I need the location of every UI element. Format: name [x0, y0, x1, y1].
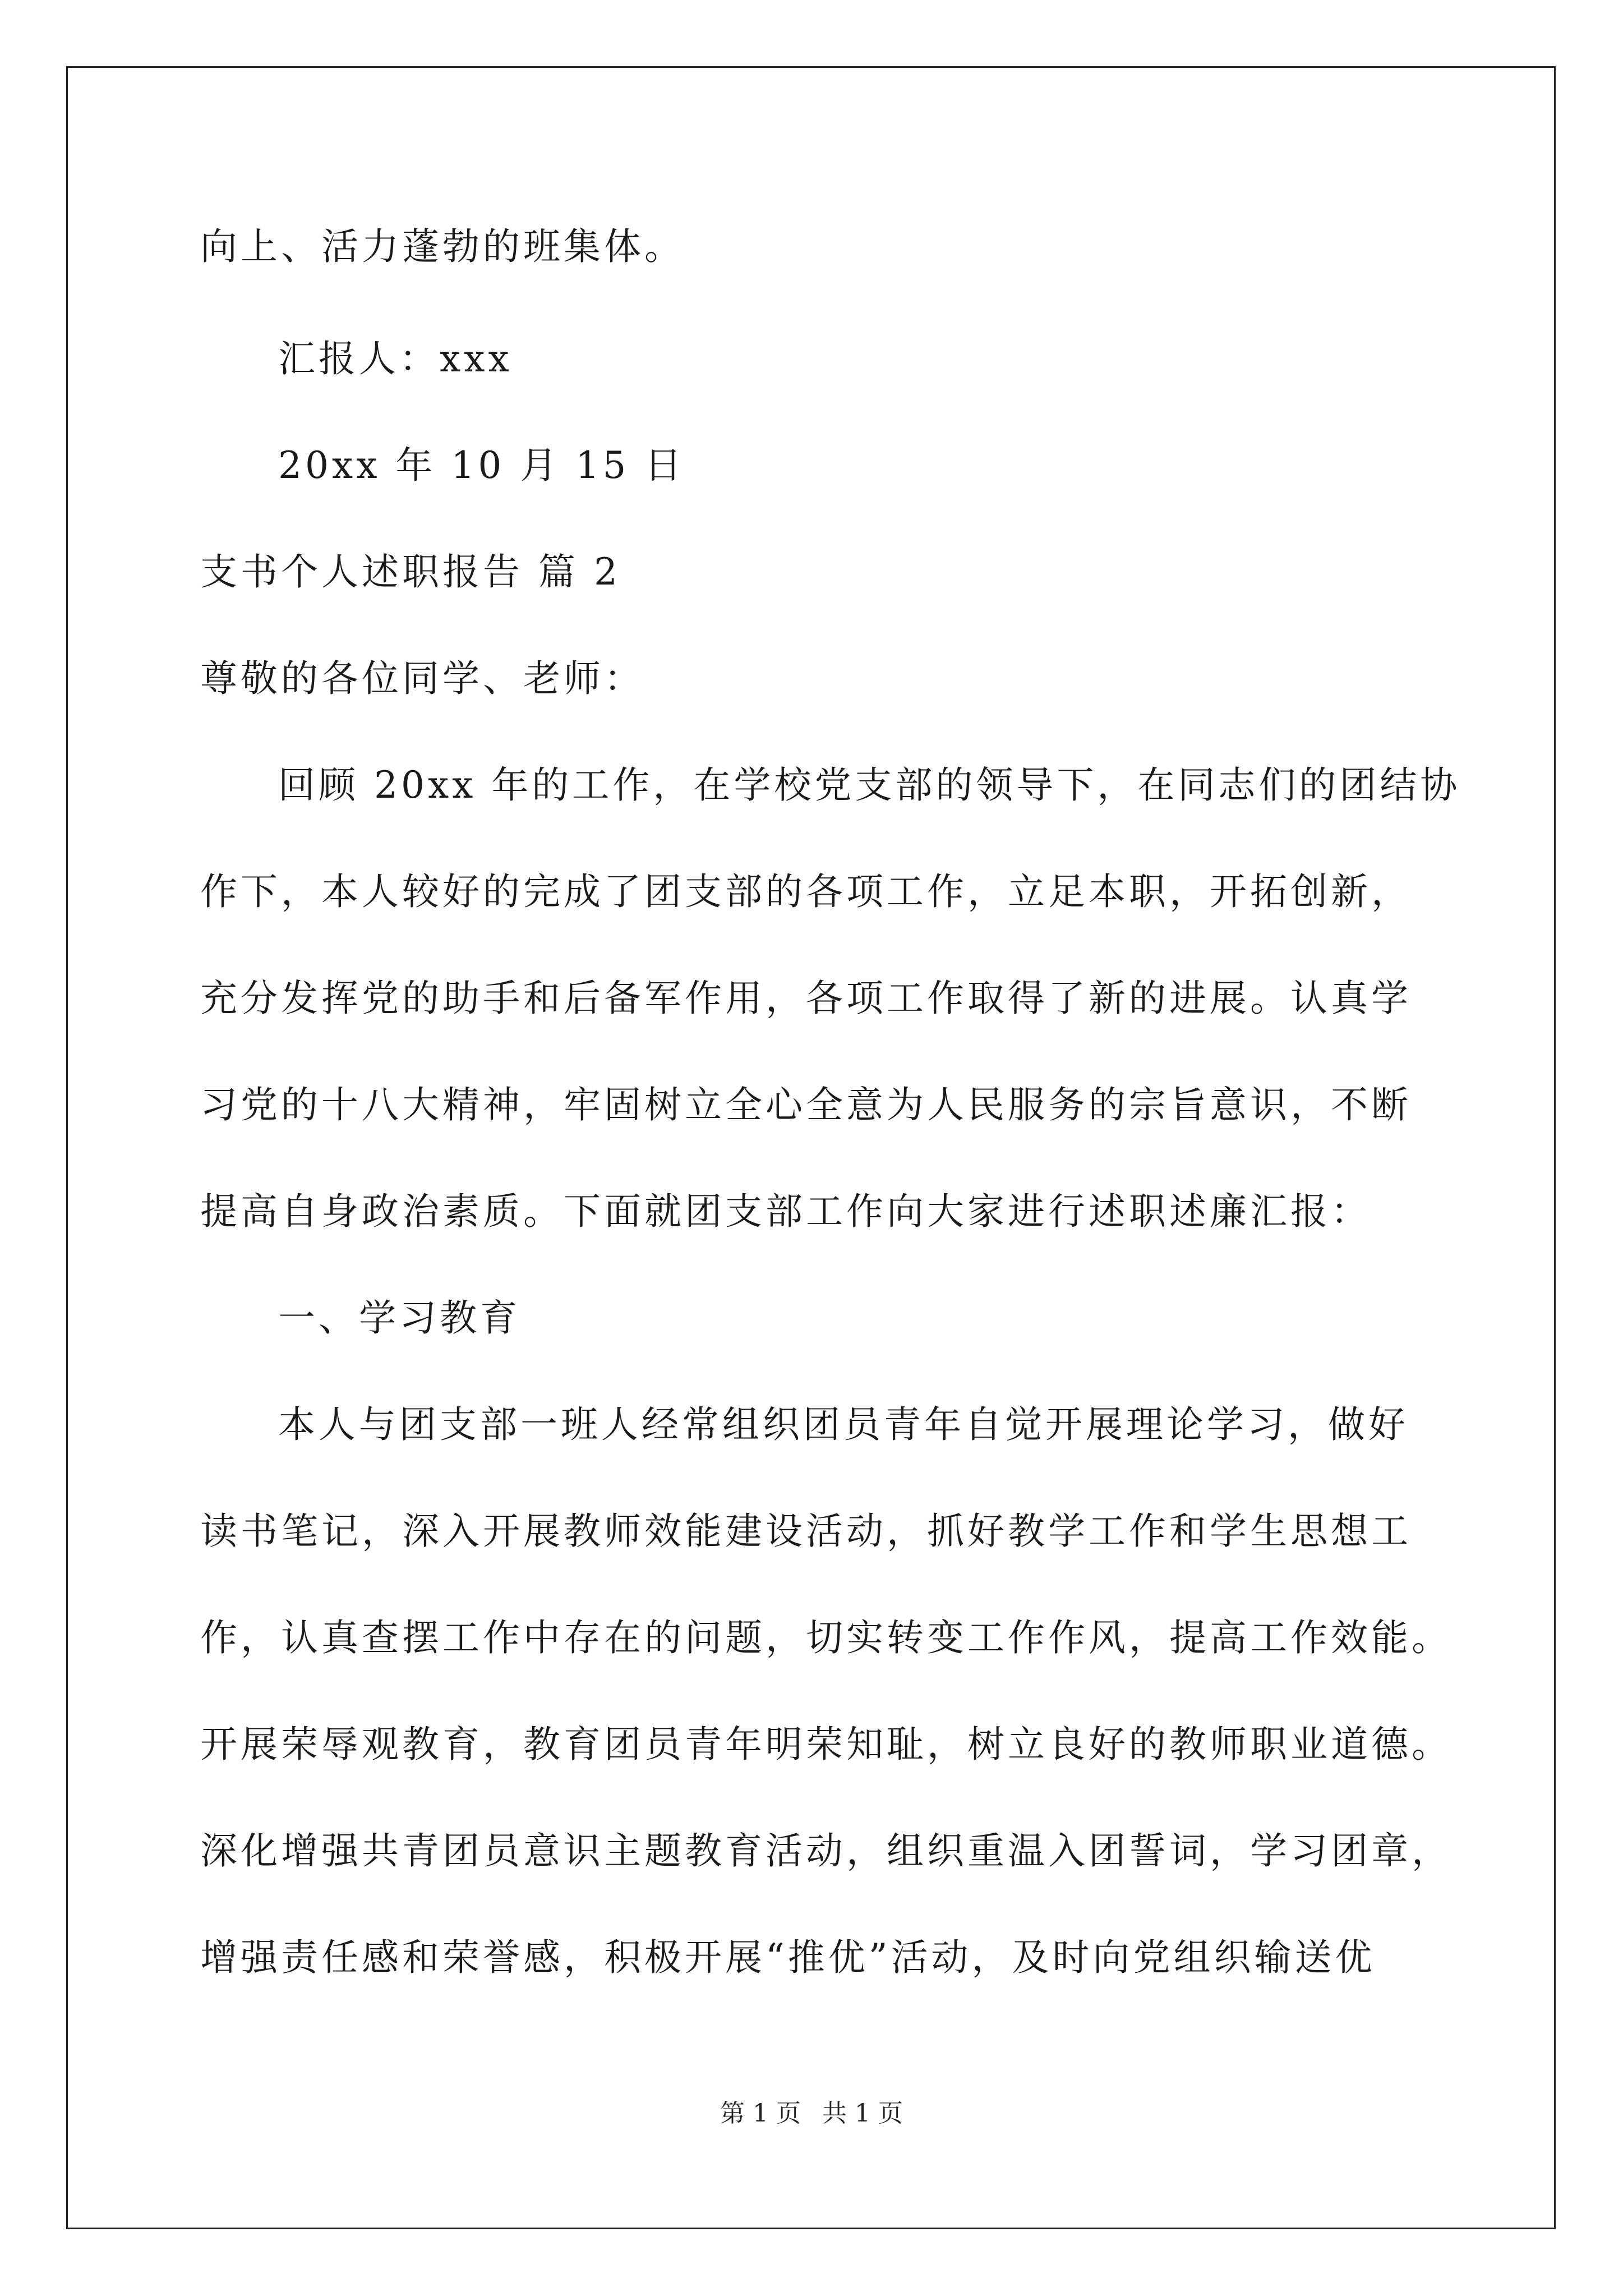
text-line: 充分发挥党的助手和后备军作用，各项工作取得了新的进展。认真学 — [200, 977, 1412, 1020]
reporter-line: 汇报人：xxx — [278, 337, 513, 380]
text-line: 作下，本人较好的完成了团支部的各项工作，立足本职，开拓创新， — [200, 870, 1412, 913]
text-line: 深化增强共青团员意识主题教育活动，组织重温入团誓词，学习团章， — [200, 1829, 1452, 1872]
text-line: 本人与团支部一班人经常组织团员青年自觉开展理论学习，做好 — [278, 1403, 1409, 1446]
subsection-heading: 一、学习教育 — [278, 1296, 520, 1340]
page-border — [66, 66, 1556, 2229]
text-line: 作，认真查摆工作中存在的问题，切实转变工作作风，提高工作效能。 — [200, 1616, 1452, 1659]
text-line: 开展荣辱观教育，教育团员青年明荣知耻，树立良好的教师职业道德。 — [200, 1723, 1452, 1766]
text-line: 读书笔记，深入开展教师效能建设活动，抓好教学工作和学生思想工 — [200, 1510, 1412, 1553]
text-line: 增强责任感和荣誉感，积极开展“推优”活动，及时向党组织输送优 — [200, 1936, 1376, 1979]
salutation: 尊敬的各位同学、老师： — [200, 657, 644, 700]
text-line: 提高自身政治素质。下面就团支部工作向大家进行述职述廉汇报： — [200, 1190, 1371, 1233]
section-heading: 支书个人述职报告 篇 2 — [200, 550, 621, 593]
page-number: 第 1 页 — [720, 2099, 801, 2128]
text-line: 向上、活力蓬勃的班集体。 — [200, 225, 685, 268]
text-line: 回顾 20xx 年的工作，在学校党支部的领导下，在同志们的团结协 — [278, 763, 1461, 807]
text-line: 习党的十八大精神，牢固树立全心全意为人民服务的宗旨意识，不断 — [200, 1083, 1412, 1126]
date-line: 20xx 年 10 月 15 日 — [278, 444, 685, 487]
page-total: 共 1 页 — [822, 2099, 903, 2128]
page-footer — [0, 2098, 1623, 2129]
